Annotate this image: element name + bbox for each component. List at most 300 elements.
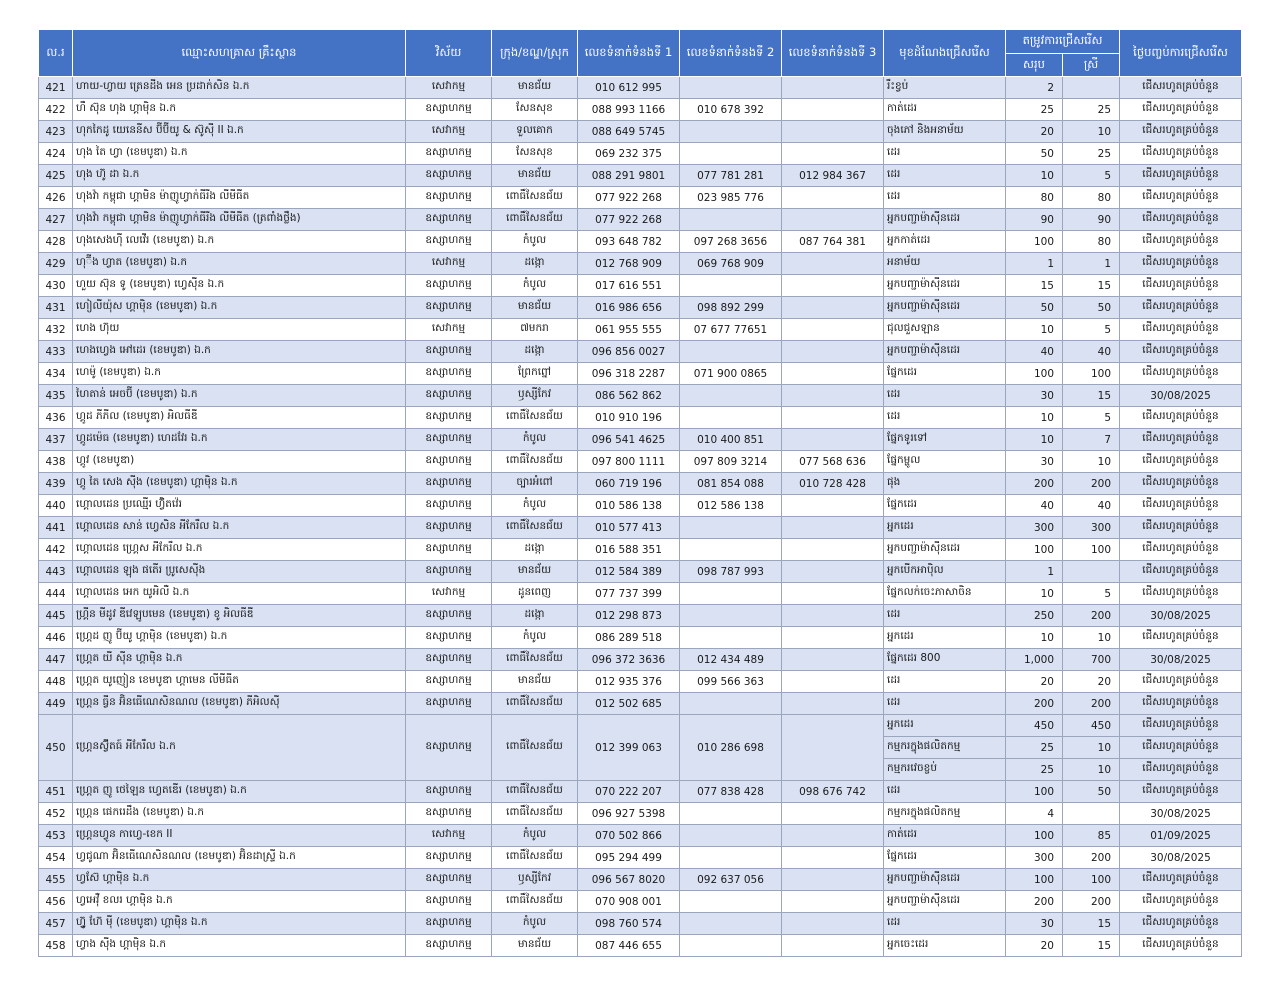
cell-female: 85 xyxy=(1063,825,1120,847)
cell-sector: ឧស្សាហកម្ម xyxy=(406,891,492,913)
cell-deadline: ជើសរហូតគ្រប់ចំនួន xyxy=(1120,99,1242,121)
cell-position: ជុលជួសឡាន xyxy=(884,319,1006,341)
cell-phone2: 071 900 0865 xyxy=(680,363,782,385)
cell-phone3 xyxy=(782,121,884,143)
cell-position: ដេរ xyxy=(884,671,1006,693)
cell-no: 433 xyxy=(39,341,73,363)
cell-location: មានជ័យ xyxy=(492,671,578,693)
cell-total: 50 xyxy=(1006,143,1063,165)
cell-company: ហុ៊ីង ហ្វាត (ខេមបូឌា) ឯ.ក xyxy=(73,253,406,275)
cell-phone1: 012 502 685 xyxy=(578,693,680,715)
cell-no: 434 xyxy=(39,363,73,385)
cell-company: ហ្វ៊ូ ហ៊ែ ម៉ី (ខេមបូឌា) ហ្គាម៉ិន ឯ.ក xyxy=(73,913,406,935)
cell-female xyxy=(1063,561,1120,583)
cell-female: 5 xyxy=(1063,407,1120,429)
col-header-phone1: លេខទំនាក់ទំនងទី 1 xyxy=(578,30,680,77)
cell-location: ច្បារអំពៅ xyxy=(492,473,578,495)
cell-deadline: ជើសរហូតគ្រប់ចំនួន xyxy=(1120,561,1242,583)
cell-position: រឹះខ្វប់ xyxy=(884,77,1006,99)
cell-phone1: 012 399 063 xyxy=(578,715,680,781)
cell-company: ហ្គោលដេន ឡុង ផតេីរ ប្រូសេស៊ីង xyxy=(73,561,406,583)
cell-total: 200 xyxy=(1006,891,1063,913)
cell-company: ហ្គូដ ភីភីល (ខេមបូឌា) អិលធីឌី xyxy=(73,407,406,429)
cell-total: 20 xyxy=(1006,935,1063,957)
cell-phone1: 097 800 1111 xyxy=(578,451,680,473)
cell-total: 10 xyxy=(1006,429,1063,451)
cell-sector: ឧស្សាហកម្ម xyxy=(406,561,492,583)
cell-total: 90 xyxy=(1006,209,1063,231)
cell-sector: ឧស្សាហកម្ម xyxy=(406,605,492,627)
cell-company: ហ្គ្រេនហ្វូន កាហ្វេ-ខេក II xyxy=(73,825,406,847)
cell-company: ហុងសេងហ៊ី លេវើរ (ខេមបូឌា) ឯ.ក xyxy=(73,231,406,253)
cell-phone3 xyxy=(782,209,884,231)
cell-no: 442 xyxy=(39,539,73,561)
cell-female: 200 xyxy=(1063,473,1120,495)
col-header-company: ឈ្មោះសហគ្រាស គ្រឹះស្ថាន xyxy=(73,30,406,77)
col-header-demand: តម្រូវការជ្រើសរើស xyxy=(1006,30,1120,54)
col-header-phone2: លេខទំនាក់ទំនងទី 2 xyxy=(680,30,782,77)
cell-female: 700 xyxy=(1063,649,1120,671)
cell-total: 1 xyxy=(1006,253,1063,275)
cell-no: 448 xyxy=(39,671,73,693)
cell-position: ដេរ xyxy=(884,187,1006,209)
cell-company: ហ្គ្រេដ ញូ ប៊ីយូ ហ្គាម៉ិន (ខេមបូឌា) ឯ.ក xyxy=(73,627,406,649)
cell-phone2 xyxy=(680,935,782,957)
cell-position: ដេរ xyxy=(884,385,1006,407)
cell-location: ដូនពេញ xyxy=(492,583,578,605)
cell-phone2: 077 781 281 xyxy=(680,165,782,187)
cell-location: ពោធិ៍សែនជ័យ xyxy=(492,209,578,231)
cell-sector: ឧស្សាហកម្ម xyxy=(406,847,492,869)
cell-phone3 xyxy=(782,77,884,99)
cell-company: ហុង ហ៊ូ ដា ឯ.ក xyxy=(73,165,406,187)
cell-total: 30 xyxy=(1006,913,1063,935)
cell-no: 427 xyxy=(39,209,73,231)
cell-phone2: 010 286 698 xyxy=(680,715,782,781)
cell-phone2 xyxy=(680,605,782,627)
cell-phone2 xyxy=(680,539,782,561)
table-row xyxy=(39,253,1242,275)
cell-phone2 xyxy=(680,913,782,935)
cell-total: 100 xyxy=(1006,825,1063,847)
cell-position: ដេរ xyxy=(884,781,1006,803)
cell-sector: ឧស្សាហកម្ម xyxy=(406,627,492,649)
job-listing-sheet xyxy=(38,29,1241,957)
cell-company: ហ្គូដម៉េធ (ខេមបូឌា) ហេដវែរ ឯ.ក xyxy=(73,429,406,451)
cell-phone1: 096 927 5398 xyxy=(578,803,680,825)
table-row xyxy=(39,407,1242,429)
table-row xyxy=(39,935,1242,957)
table-row xyxy=(39,451,1242,473)
col-header-position: មុខដំណែងជ្រើសរើស xyxy=(884,30,1006,77)
cell-phone1: 077 922 268 xyxy=(578,187,680,209)
cell-female: 5 xyxy=(1063,583,1120,605)
cell-phone3 xyxy=(782,627,884,649)
table-row xyxy=(39,385,1242,407)
cell-location: ដង្កោ xyxy=(492,605,578,627)
cell-female xyxy=(1063,77,1120,99)
cell-total: 25 xyxy=(1006,99,1063,121)
cell-total: 50 xyxy=(1006,297,1063,319)
cell-location: ៧មករា xyxy=(492,319,578,341)
cell-no: 444 xyxy=(39,583,73,605)
cell-total: 200 xyxy=(1006,473,1063,495)
cell-company: ហុងវ៉ា កម្ពុជា ហ្គាមិន ម៉ាញូហ្វាក់ធីរីង លីមីធីត (ត្រពាំងថ្លឹង) xyxy=(73,209,406,231)
cell-phone3 xyxy=(782,825,884,847)
table-row xyxy=(39,605,1242,627)
cell-location: មានជ័យ xyxy=(492,935,578,957)
cell-sector: សេវាកម្ម xyxy=(406,319,492,341)
cell-company: ហុកកៃដូ យេនេនីស ប៊ីប៊ីយូ & ស៊ូស៊ី II ឯ.ក xyxy=(73,121,406,143)
table-row xyxy=(39,913,1242,935)
cell-female: 90 xyxy=(1063,209,1120,231)
cell-phone1: 096 372 3636 xyxy=(578,649,680,671)
cell-no: 423 xyxy=(39,121,73,143)
cell-phone2 xyxy=(680,407,782,429)
cell-phone1: 077 737 399 xyxy=(578,583,680,605)
cell-position: ដេរ xyxy=(884,693,1006,715)
table-row xyxy=(39,891,1242,913)
table-row xyxy=(39,539,1242,561)
cell-phone3 xyxy=(782,913,884,935)
cell-phone1: 012 768 909 xyxy=(578,253,680,275)
cell-location: មានជ័យ xyxy=(492,77,578,99)
cell-phone3 xyxy=(782,297,884,319)
cell-sector: ឧស្សាហកម្ម xyxy=(406,99,492,121)
cell-location: ឫស្សីកែវ xyxy=(492,385,578,407)
cell-no: 451 xyxy=(39,781,73,803)
cell-deadline: ជើសរហូតគ្រប់ចំនួន xyxy=(1120,495,1242,517)
cell-company: ហ្គូ តៃ សេង ស៊ីង (ខេមបូឌា) ហ្គាម៉ិន ឯ.ក xyxy=(73,473,406,495)
cell-phone1: 070 908 001 xyxy=(578,891,680,913)
cell-phone3 xyxy=(782,869,884,891)
cell-female: 25 xyxy=(1063,143,1120,165)
cell-phone2: 081 854 088 xyxy=(680,473,782,495)
cell-female: 10 xyxy=(1063,451,1120,473)
cell-total: 10 xyxy=(1006,165,1063,187)
cell-deadline: ជើសរហូតគ្រប់ចំនួន xyxy=(1120,627,1242,649)
table-row xyxy=(39,143,1242,165)
cell-deadline: 30/08/2025 xyxy=(1120,803,1242,825)
cell-company: ហ្គូវ (ខេមបូឌា) xyxy=(73,451,406,473)
cell-sector: ឧស្សាហកម្ម xyxy=(406,649,492,671)
table-row xyxy=(39,671,1242,693)
cell-company: ហ្គោលដេន ប្រឈ្មើរ ហ៊្វិតវ៉េរ xyxy=(73,495,406,517)
cell-phone3: 087 764 381 xyxy=(782,231,884,253)
cell-sector: ឧស្សាហកម្ម xyxy=(406,341,492,363)
cell-location: ពោធិ៍សែនជ័យ xyxy=(492,847,578,869)
cell-phone2 xyxy=(680,517,782,539)
cell-location: ពោធិ៍សែនជ័យ xyxy=(492,187,578,209)
cell-sector: ឧស្សាហកម្ម xyxy=(406,429,492,451)
cell-total: 300 xyxy=(1006,517,1063,539)
cell-total: 10 xyxy=(1006,407,1063,429)
cell-phone3 xyxy=(782,649,884,671)
cell-deadline: ជើសរហូតគ្រប់ចំនួន xyxy=(1120,891,1242,913)
cell-female: 40 xyxy=(1063,341,1120,363)
cell-company: ហ្គោលដេន អេក យូអិលឺ ឯ.ក xyxy=(73,583,406,605)
cell-location: កំបូល xyxy=(492,825,578,847)
cell-location: ទួលគោក xyxy=(492,121,578,143)
cell-phone1: 086 289 518 xyxy=(578,627,680,649)
cell-company: ហ្គ្រេនស៊្វីតធ៍ អីកែរឹល ឯ.ក xyxy=(73,715,406,781)
cell-total: 1 xyxy=(1006,561,1063,583)
cell-no: 432 xyxy=(39,319,73,341)
cell-location: មានជ័យ xyxy=(492,165,578,187)
cell-phone1: 017 616 551 xyxy=(578,275,680,297)
cell-sector: ឧស្សាហកម្ម xyxy=(406,407,492,429)
cell-total: 300 xyxy=(1006,847,1063,869)
cell-location: ពោធិ៍សែនជ័យ xyxy=(492,715,578,781)
cell-company: ហៀលីយ៉ុស ហ្គាម៉ិន (ខេមបូឌា) ឯ.ក xyxy=(73,297,406,319)
cell-phone1: 077 922 268 xyxy=(578,209,680,231)
cell-phone3 xyxy=(782,99,884,121)
cell-sector: ឧស្សាហកម្ម xyxy=(406,693,492,715)
cell-deadline: ជើសរហូតគ្រប់ចំនួន xyxy=(1120,517,1242,539)
cell-deadline: ជើសរហូតគ្រប់ចំនួន xyxy=(1120,143,1242,165)
cell-position: ដេរ xyxy=(884,407,1006,429)
cell-phone3 xyxy=(782,363,884,385)
cell-no: 431 xyxy=(39,297,73,319)
table-row xyxy=(39,561,1242,583)
cell-company: ហ្គ្រីន មីដូវ ឌីវេឡូបមេន (ខេមបូឌា) ខូ អិលធីឌី xyxy=(73,605,406,627)
cell-location: ពោធិ៍សែនជ័យ xyxy=(492,781,578,803)
cell-position: អ្នកបើកអាប៉ិល xyxy=(884,561,1006,583)
cell-no: 422 xyxy=(39,99,73,121)
cell-sector: ឧស្សាហកម្ម xyxy=(406,869,492,891)
cell-phone2: 098 787 993 xyxy=(680,561,782,583)
cell-deadline: 30/08/2025 xyxy=(1120,847,1242,869)
cell-deadline: ជើសរហូតគ្រប់ចំនួន xyxy=(1120,869,1242,891)
cell-phone2: 097 268 3656 xyxy=(680,231,782,253)
cell-no: 441 xyxy=(39,517,73,539)
cell-phone2 xyxy=(680,209,782,231)
cell-phone3 xyxy=(782,891,884,913)
cell-deadline: ជើសរហូតគ្រប់ចំនួន xyxy=(1120,77,1242,99)
cell-sector: ឧស្សាហកម្ម xyxy=(406,297,492,319)
cell-deadline: ជើសរហូតគ្រប់ចំនួន xyxy=(1120,209,1242,231)
cell-position: កាត់ដេរ xyxy=(884,825,1006,847)
cell-position: ដេរ xyxy=(884,165,1006,187)
cell-no: 424 xyxy=(39,143,73,165)
cell-deadline: ជើសរហូតគ្រប់ចំនួន xyxy=(1120,781,1242,803)
cell-location: ពោធិ៍សែនជ័យ xyxy=(492,649,578,671)
cell-position: ផុង xyxy=(884,473,1006,495)
cell-position: កម្មករក្នុងផលិតកម្ម xyxy=(884,803,1006,825)
cell-position: ផ្នែកលក់ចេះភាសាចិន xyxy=(884,583,1006,605)
cell-phone3 xyxy=(782,671,884,693)
cell-total: 10 xyxy=(1006,319,1063,341)
cell-female: 50 xyxy=(1063,297,1120,319)
cell-position: ផ្នែកម្ហូល xyxy=(884,451,1006,473)
cell-total: 200 xyxy=(1006,693,1063,715)
cell-sector: ឧស្សាហកម្ម xyxy=(406,539,492,561)
cell-sector: ឧស្សាហកម្ម xyxy=(406,495,492,517)
cell-sector: ឧស្សាហកម្ម xyxy=(406,517,492,539)
cell-location: ពោធិ៍សែនជ័យ xyxy=(492,517,578,539)
cell-sector: សេវាកម្ម xyxy=(406,583,492,605)
cell-phone3: 010 728 428 xyxy=(782,473,884,495)
cell-phone3 xyxy=(782,187,884,209)
cell-no: 450 xyxy=(39,715,73,781)
cell-female: 15 xyxy=(1063,913,1120,935)
cell-company: ហេងហ្វេង អៅដេរ (ខេមបូឌា) ឯ.ក xyxy=(73,341,406,363)
table-row xyxy=(39,99,1242,121)
cell-deadline: ជើសរហូតគ្រប់ចំនួន xyxy=(1120,693,1242,715)
cell-female xyxy=(1063,803,1120,825)
cell-phone2 xyxy=(680,693,782,715)
cell-sector: ឧស្សាហកម្ម xyxy=(406,165,492,187)
cell-position: អ្នកចេះដេរ xyxy=(884,935,1006,957)
cell-female: 100 xyxy=(1063,539,1120,561)
cell-total: 40 xyxy=(1006,341,1063,363)
cell-phone1: 010 612 995 xyxy=(578,77,680,99)
cell-position: ផ្នែកដេរ xyxy=(884,363,1006,385)
cell-phone2 xyxy=(680,385,782,407)
cell-female: 200 xyxy=(1063,605,1120,627)
cell-female: 200 xyxy=(1063,891,1120,913)
table-row xyxy=(39,781,1242,803)
cell-female: 450 xyxy=(1063,715,1120,737)
cell-phone3 xyxy=(782,583,884,605)
cell-phone3 xyxy=(782,715,884,781)
cell-female: 50 xyxy=(1063,781,1120,803)
table-header xyxy=(39,30,1242,77)
cell-phone1: 061 955 555 xyxy=(578,319,680,341)
cell-company: ហេង ហ៊ុយ xyxy=(73,319,406,341)
cell-position: អ្នកបញ្ជាម៉ាស៊ីនដេរ xyxy=(884,341,1006,363)
cell-phone3 xyxy=(782,319,884,341)
cell-phone3 xyxy=(782,847,884,869)
cell-phone2: 023 985 776 xyxy=(680,187,782,209)
cell-phone2: 097 809 3214 xyxy=(680,451,782,473)
cell-sector: ឧស្សាហកម្ម xyxy=(406,803,492,825)
cell-female: 5 xyxy=(1063,319,1120,341)
cell-phone1: 088 291 9801 xyxy=(578,165,680,187)
table-row xyxy=(39,209,1242,231)
cell-company: ហួយ ស៊ុន ទូ (ខេមបូឌា) ហ្វេស៊ីន ឯ.ក xyxy=(73,275,406,297)
cell-deadline: ជើសរហូតគ្រប់ចំនួន xyxy=(1120,429,1242,451)
cell-deadline: ជើសរហូតគ្រប់ចំនួន xyxy=(1120,935,1242,957)
cell-company: ហៃតាន់ អេចប៊ី (ខេមបូឌា) ឯ.ក xyxy=(73,385,406,407)
cell-phone1: 012 584 389 xyxy=(578,561,680,583)
cell-no: 454 xyxy=(39,847,73,869)
cell-phone3 xyxy=(782,275,884,297)
table-row xyxy=(39,165,1242,187)
cell-female: 10 xyxy=(1063,121,1120,143)
cell-location: ពោធិ៍សែនជ័យ xyxy=(492,407,578,429)
table-row xyxy=(39,715,1242,737)
cell-sector: ឧស្សាហកម្ម xyxy=(406,363,492,385)
cell-location: កំបូល xyxy=(492,231,578,253)
cell-phone3 xyxy=(782,407,884,429)
table-row xyxy=(39,495,1242,517)
cell-phone2: 098 892 299 xyxy=(680,297,782,319)
cell-sector: ឧស្សាហកម្ម xyxy=(406,781,492,803)
cell-phone1: 088 993 1166 xyxy=(578,99,680,121)
cell-no: 426 xyxy=(39,187,73,209)
cell-no: 447 xyxy=(39,649,73,671)
table-row xyxy=(39,275,1242,297)
cell-total: 20 xyxy=(1006,671,1063,693)
cell-phone1: 096 567 8020 xyxy=(578,869,680,891)
cell-phone1: 096 856 0027 xyxy=(578,341,680,363)
cell-phone1: 069 232 375 xyxy=(578,143,680,165)
cell-sector: ឧស្សាហកម្ម xyxy=(406,275,492,297)
cell-deadline: ជើសរហូតគ្រប់ចំនួន xyxy=(1120,913,1242,935)
cell-phone3 xyxy=(782,253,884,275)
cell-position: ផ្នែកដេរ xyxy=(884,495,1006,517)
cell-sector: ឧស្សាហកម្ម xyxy=(406,715,492,781)
table-row xyxy=(39,429,1242,451)
cell-position: កម្មករក្នុងផលិតកម្ម xyxy=(884,737,1006,759)
cell-location: សែនសុខ xyxy=(492,99,578,121)
cell-phone3 xyxy=(782,517,884,539)
cell-phone3: 098 676 742 xyxy=(782,781,884,803)
table-row xyxy=(39,649,1242,671)
cell-female: 200 xyxy=(1063,847,1120,869)
table-row xyxy=(39,803,1242,825)
cell-company: ហាយ-ហ្វាយ ត្រេនដីង អេន ប្រដាក់សិន ឯ.ក xyxy=(73,77,406,99)
cell-phone1: 087 446 655 xyxy=(578,935,680,957)
cell-female: 15 xyxy=(1063,275,1120,297)
table-row xyxy=(39,363,1242,385)
cell-total: 2 xyxy=(1006,77,1063,99)
cell-female: 7 xyxy=(1063,429,1120,451)
cell-female: 1 xyxy=(1063,253,1120,275)
cell-phone2: 010 678 392 xyxy=(680,99,782,121)
cell-location: ពោធិ៍សែនជ័យ xyxy=(492,451,578,473)
cell-no: 425 xyxy=(39,165,73,187)
cell-phone2 xyxy=(680,847,782,869)
cell-deadline: 30/08/2025 xyxy=(1120,649,1242,671)
cell-phone2 xyxy=(680,341,782,363)
cell-deadline: ជើសរហូតគ្រប់ចំនួន xyxy=(1120,583,1242,605)
cell-female: 200 xyxy=(1063,693,1120,715)
cell-location: កំបូល xyxy=(492,913,578,935)
cell-phone3 xyxy=(782,385,884,407)
cell-deadline: ជើសរហូតគ្រប់ចំនួន xyxy=(1120,341,1242,363)
cell-no: 452 xyxy=(39,803,73,825)
cell-deadline: 30/08/2025 xyxy=(1120,385,1242,407)
cell-no: 453 xyxy=(39,825,73,847)
cell-position: ដេរ xyxy=(884,143,1006,165)
cell-phone1: 012 298 873 xyxy=(578,605,680,627)
cell-female: 10 xyxy=(1063,627,1120,649)
cell-sector: ឧស្សាហកម្ម xyxy=(406,473,492,495)
cell-position: ចុងភៅ និងអនាម័យ xyxy=(884,121,1006,143)
cell-sector: ឧស្សាហកម្ម xyxy=(406,143,492,165)
cell-total: 1,000 xyxy=(1006,649,1063,671)
cell-deadline: ជើសរហូតគ្រប់ចំនួន xyxy=(1120,473,1242,495)
job-listing-table xyxy=(38,29,1242,957)
col-header-no: ល.រ xyxy=(39,30,73,77)
cell-total: 250 xyxy=(1006,605,1063,627)
cell-no: 446 xyxy=(39,627,73,649)
cell-company: ហ្គោលដេន ហ្គ្រេស អីកែរឹល ឯ.ក xyxy=(73,539,406,561)
cell-no: 445 xyxy=(39,605,73,627)
cell-total: 10 xyxy=(1006,627,1063,649)
cell-total: 100 xyxy=(1006,781,1063,803)
cell-location: ដង្កោ xyxy=(492,253,578,275)
table-row xyxy=(39,869,1242,891)
cell-no: 436 xyxy=(39,407,73,429)
cell-company: ហុងវ៉ា កម្ពុជា ហ្គាមិន ម៉ាញូហ្វាក់ធីរីង លីមីធីត xyxy=(73,187,406,209)
cell-no: 421 xyxy=(39,77,73,99)
cell-deadline: ជើសរហូតគ្រប់ចំនួន xyxy=(1120,737,1242,759)
cell-phone1: 096 318 2287 xyxy=(578,363,680,385)
cell-phone1: 010 910 196 xyxy=(578,407,680,429)
